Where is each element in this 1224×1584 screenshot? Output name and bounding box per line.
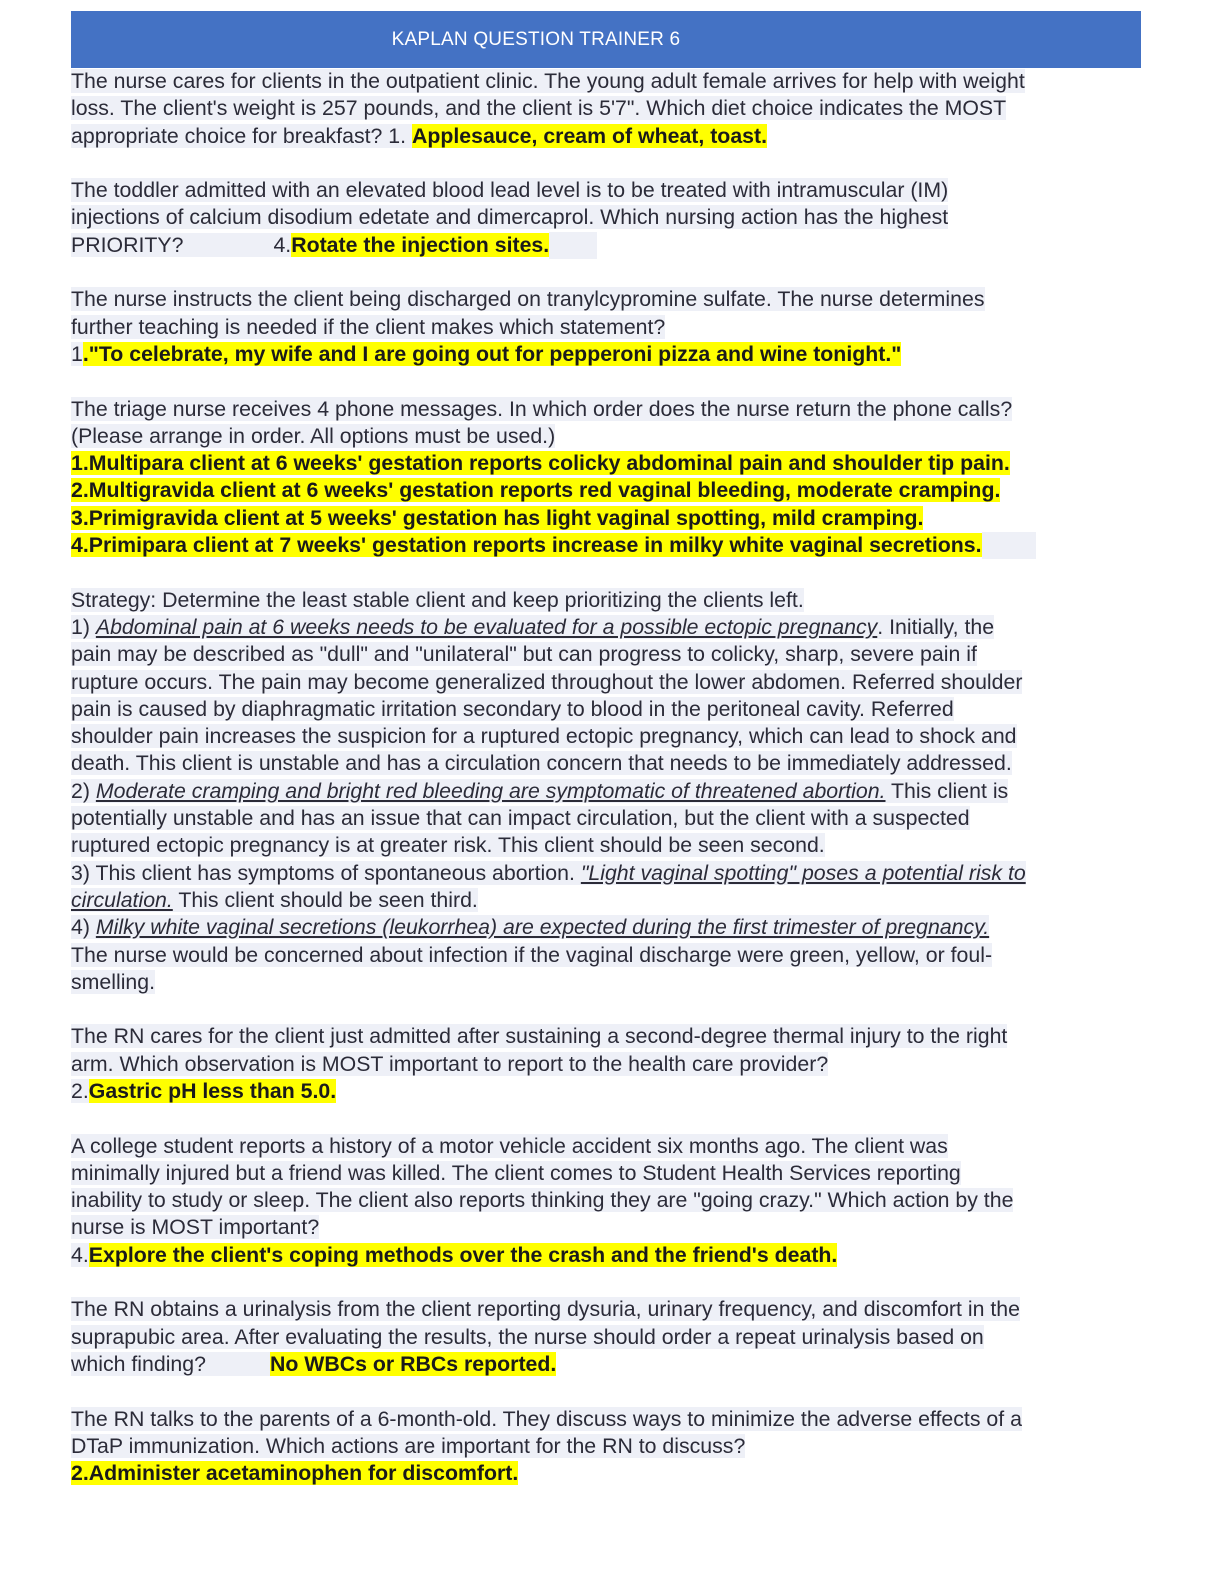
strategy-text: ruptured ectopic pregnancy is at greater risk. This client should be seen second.	[71, 833, 825, 858]
document-header	[71, 11, 1141, 68]
question-text: loss. The client's weight is 257 pounds, and the client is 5'7". Which diet choice indicates the MOST	[71, 96, 1007, 121]
answer-highlight: 1.Multipara client at 6 weeks' gestation reports colicky abdominal pain and shoulder tip pain.	[71, 451, 1010, 476]
question-4	[71, 396, 1141, 560]
strategy-key-point: Abdominal pain at 6 weeks needs to be evaluated for a possible ectopic pregnancy	[95, 614, 878, 639]
answer-highlight: 2.Multigravida client at 6 weeks' gestation reports red vaginal bleeding, moderate cramping.	[71, 478, 1001, 503]
strategy-intro: Strategy: Determine the least stable client and keep prioritizing the clients left.	[71, 587, 804, 612]
question-text: arm. Which observation is MOST important to report to the health care provider?	[71, 1051, 829, 1076]
strategy-text: This client is	[885, 778, 1009, 803]
question-text: suprapubic area. After evaluating the results, the nurse should order a repeat urinalysis based on	[71, 1324, 984, 1349]
strategy-number: 4)	[71, 915, 96, 940]
answer-number: 2.	[71, 1078, 89, 1103]
strategy-key-point: Milky white vaginal secretions (leukorrhea) are expected during the first trimester of pregnancy.	[95, 915, 990, 940]
answer-highlight: Gastric pH less than 5.0.	[88, 1078, 337, 1103]
strategy-section	[71, 587, 1141, 996]
strategy-text: pain may be described as "dull" and "unilateral" but can progress to colicky, sharp, severe pain if	[71, 642, 977, 667]
question-text: The RN talks to the parents of a 6-month-old. They discuss ways to minimize the adverse effects of a	[71, 1406, 1022, 1431]
question-text: appropriate choice for breakfast? 1.	[71, 123, 412, 148]
strategy-text: pain is caused by diaphragmatic irritation secondary to blood in the peritoneal cavity. Referred	[71, 696, 954, 721]
strategy-text: smelling.	[71, 969, 156, 994]
question-text: The RN cares for the client just admitted after sustaining a second-degree thermal injury to the right	[71, 1024, 1008, 1049]
question-text: nurse is MOST important?	[71, 1215, 320, 1240]
answer-number: 4.	[273, 232, 292, 257]
question-text: PRIORITY?	[71, 232, 184, 257]
answer-highlight: ."To celebrate, my wife and I are going out for pepperoni pizza and wine tonight."	[82, 341, 902, 366]
question-text: The RN obtains a urinalysis from the client reporting dysuria, urinary frequency, and discomfort in the	[71, 1297, 1020, 1322]
answer-highlight: No WBCs or RBCs reported.	[269, 1351, 557, 1376]
strategy-number: 2)	[71, 778, 96, 803]
strategy-text: shoulder pain increases the suspicion for a ruptured ectopic pregnancy, which can lead to shock and	[71, 724, 1017, 749]
question-text: The nurse cares for clients in the outpatient clinic. The young adult female arrives for help with weight	[71, 69, 1025, 93]
answer-number: 1	[71, 341, 83, 366]
question-text: The triage nurse receives 4 phone messages. In which order does the nurse return the phone calls?	[71, 396, 1013, 421]
strategy-text: potentially unstable and has an issue that can impact circulation, but the client with a suspected	[71, 806, 970, 831]
question-text: The nurse instructs the client being discharged on tranylcypromine sulfate. The nurse determines	[71, 287, 985, 312]
question-5	[71, 1023, 1141, 1105]
strategy-text: death. This client is unstable and has a circulation concern that needs to be immediately addressed.	[71, 751, 1012, 776]
question-text: further teaching is needed if the client makes which statement?	[71, 314, 666, 339]
strategy-text: 3) This client has symptoms of spontaneous abortion.	[71, 860, 581, 885]
question-text: injections of calcium disodium edetate and dimercaprol. Which nursing action has the highest	[71, 205, 949, 230]
answer-highlight: Explore the client's coping methods over the crash and the friend's death.	[88, 1242, 838, 1267]
answer-highlight: 4.Primipara client at 7 weeks' gestation reports increase in milky white vaginal secretions.	[71, 533, 982, 558]
header-title: KAPLAN QUESTION TRAINER 6	[391, 28, 681, 50]
strategy-text: rupture occurs. The pain may become generalized throughout the lower abdomen. Referred shoulder	[71, 669, 1023, 694]
strategy-key-point: "Light vaginal spotting" poses a potential risk to	[580, 860, 1026, 885]
answer-highlight: 2.Administer acetaminophen for discomfort.	[71, 1461, 519, 1486]
question-7	[71, 1296, 1141, 1378]
question-text: The toddler admitted with an elevated blood lead level is to be treated with intramuscular (IM)	[71, 178, 949, 203]
strategy-text: The nurse would be concerned about infection if the vaginal discharge were green, yellow, or foul-	[71, 942, 993, 967]
question-3	[71, 286, 1141, 368]
document-body	[71, 68, 1141, 1487]
question-text: which finding?	[71, 1351, 206, 1376]
answer-highlight: Applesauce, cream of wheat, toast.	[411, 123, 768, 148]
question-1	[71, 68, 1141, 150]
strategy-number: 1)	[71, 614, 96, 639]
question-6	[71, 1133, 1141, 1269]
answer-highlight: Rotate the injection sites.	[291, 232, 550, 257]
strategy-key-point: circulation.	[71, 887, 173, 912]
strategy-text: . Initially, the	[877, 614, 995, 639]
question-8	[71, 1406, 1141, 1488]
question-text: DTaP immunization. Which actions are important for the RN to discuss?	[71, 1433, 746, 1458]
question-text: (Please arrange in order. All options must be used.)	[71, 423, 556, 448]
question-text: A college student reports a history of a motor vehicle accident six months ago. The client was	[71, 1133, 948, 1158]
question-2	[71, 177, 1141, 259]
answer-number: 4.	[71, 1242, 89, 1267]
document-page	[71, 11, 1141, 1487]
answer-highlight: 3.Primigravida client at 5 weeks' gestation has light vaginal spotting, mild cramping.	[71, 505, 924, 530]
strategy-key-point: Moderate cramping and bright red bleeding are symptomatic of threatened abortion.	[95, 778, 886, 803]
question-text: minimally injured but a friend was killed. The client comes to Student Health Services reporting	[71, 1160, 961, 1185]
question-text: inability to study or sleep. The client also reports thinking they are "going crazy." Which action by the	[71, 1188, 1014, 1213]
strategy-text: This client should be seen third.	[172, 887, 478, 912]
